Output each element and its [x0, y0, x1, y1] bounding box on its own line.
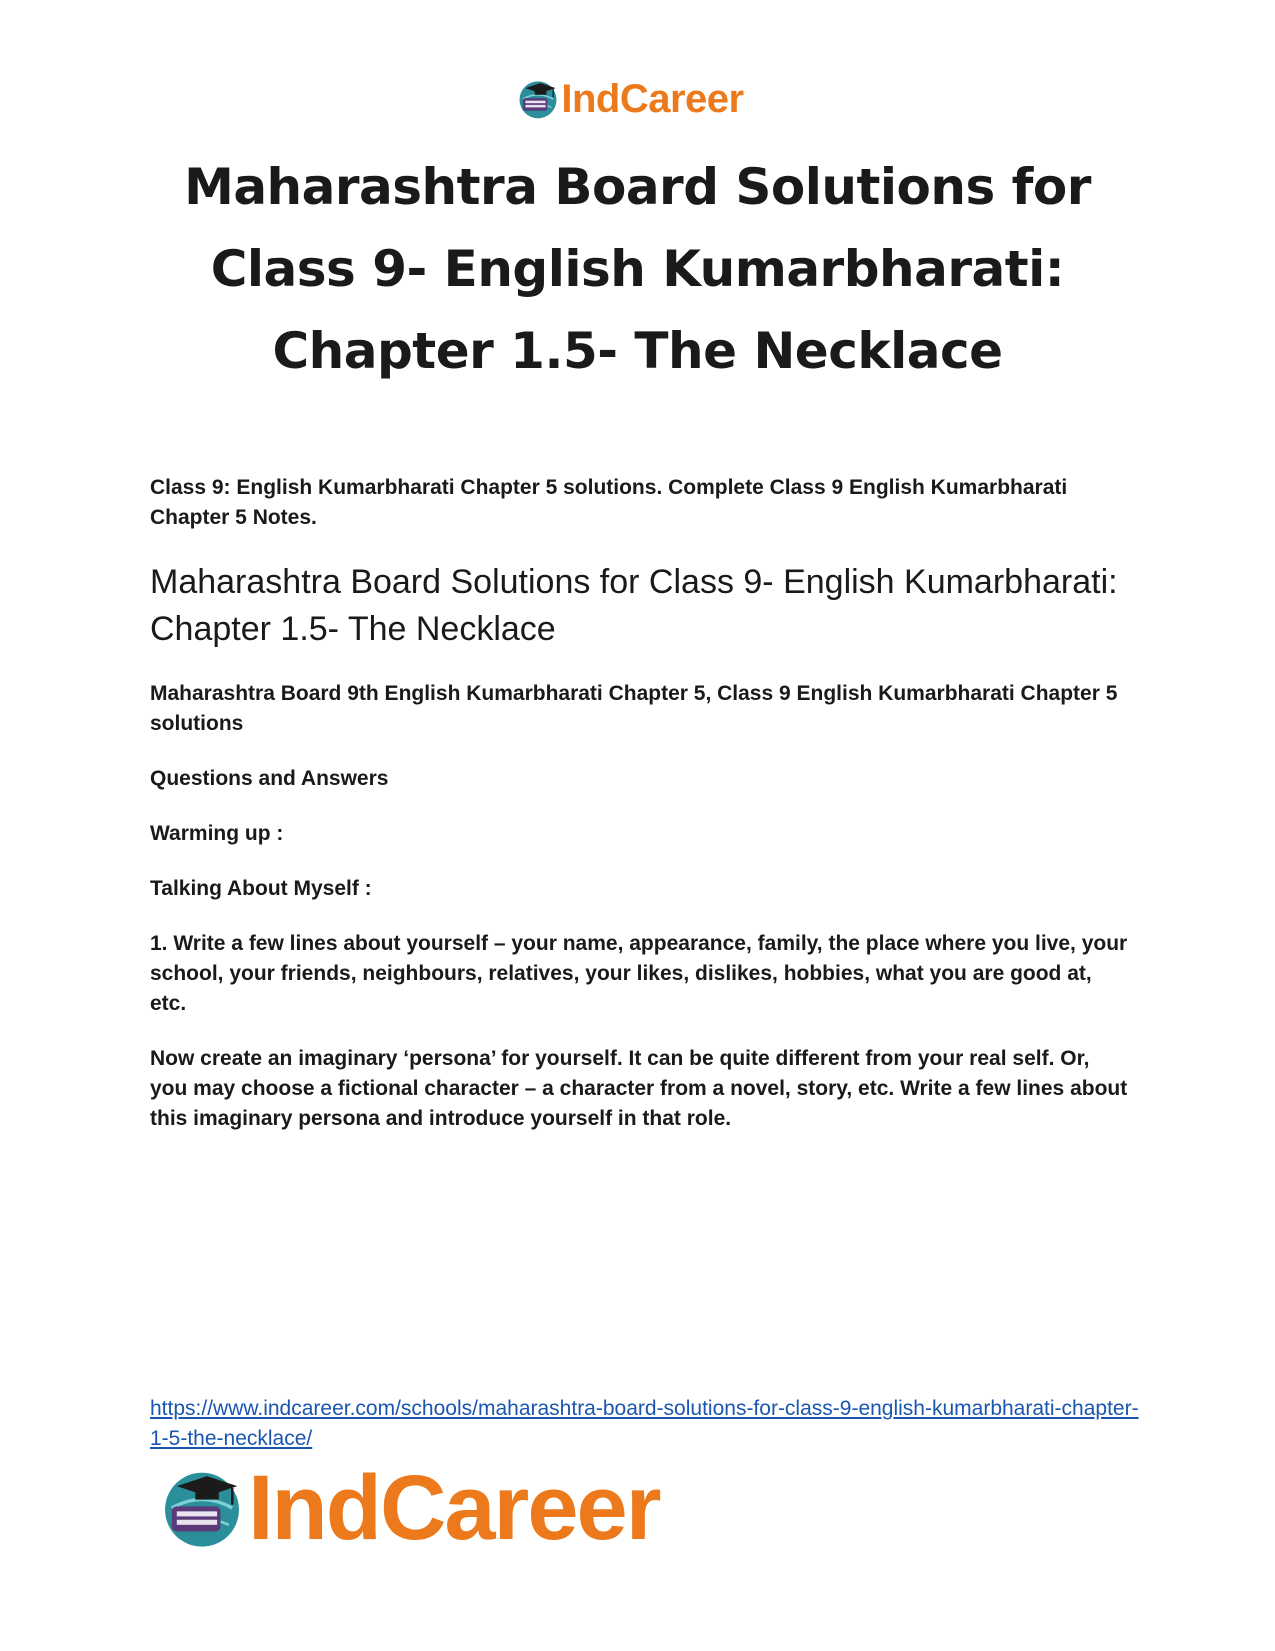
footer-logo [160, 1457, 660, 1559]
paragraph-warming-up: Warming up : [150, 822, 284, 845]
intro-paragraph: Class 9: English Kumarbharati Chapter 5 solutions. Complete Class 9 English Kumarbharati Chapter 5 Notes. [150, 476, 1068, 529]
section-heading: Maharashtra Board Solutions for Class 9- English Kumarbharati: Chapter 1.5- The Necklace [150, 563, 1118, 648]
brand-wordmark: IndCareer [561, 77, 744, 121]
graduation-book-globe-icon [517, 78, 559, 120]
footer-brand-wordmark: IndCareer [248, 1457, 660, 1559]
article-body [150, 473, 1130, 1159]
paragraph-talking-about-myself: Talking About Myself : [150, 877, 372, 900]
header-logo [0, 78, 1275, 120]
paragraph-question-1: 1. Write a few lines about yourself – your name, appearance, family, the place where you live, your school, your friends, neighbours, relatives, your likes, dislikes, hobbies, what you are good at, etc. [150, 932, 1128, 1015]
graduation-book-globe-icon [160, 1466, 244, 1550]
paragraph-questions-answers: Questions and Answers [150, 767, 389, 790]
page-title: Maharashtra Board Solutions for Class 9- English Kumarbharati: Chapter 1.5- The Necklace [184, 158, 1091, 380]
paragraph-persona: Now create an imaginary ‘persona’ for yourself. It can be quite different from your real self. Or, you may choose a fictional character – a character from a novel, story, etc. Write a few lines about this imaginary persona and introduce yourself in that role. [150, 1047, 1128, 1130]
source-url-link[interactable]: https://www.indcareer.com/schools/maharashtra-board-solutions-for-class-9-english-kumarbharati-chapter-1-5-the-necklace/ [150, 1397, 1139, 1450]
paragraph-chapter-keywords: Maharashtra Board 9th English Kumarbharati Chapter 5, Class 9 English Kumarbharati Chapter 5 solutions [150, 682, 1118, 735]
